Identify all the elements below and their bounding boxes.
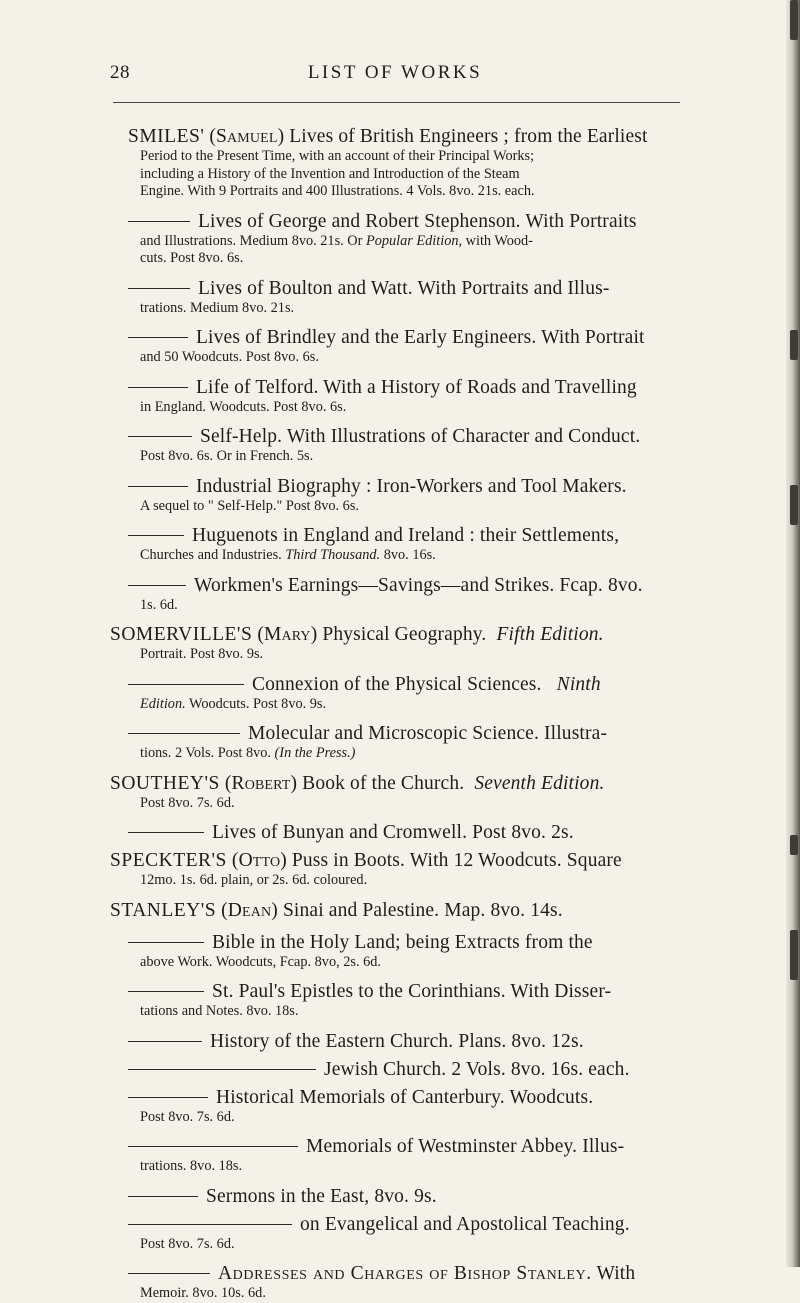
author-name: SPECKTER'S	[110, 850, 227, 871]
detail-line: Memoir. 8vo. 10s. 6d.	[140, 1285, 266, 1301]
author-forename: Mary	[263, 624, 311, 645]
entry-bishop-stanley-addresses	[128, 1263, 688, 1303]
detail-line: trations. Medium 8vo. 21s.	[140, 299, 295, 316]
detail-line: above Work. Woodcuts, Fcap. 8vo, 2s. 6d.	[140, 953, 381, 970]
entry-detail	[140, 646, 688, 664]
entry-detail	[140, 233, 688, 268]
entry-heading	[128, 723, 688, 745]
entry-stephenson	[128, 211, 688, 268]
entry-detail	[140, 399, 688, 417]
ditto-dash	[128, 1196, 198, 1197]
work-title: Physical Geography.	[322, 624, 487, 645]
entry-huguenots	[128, 525, 688, 565]
ditto-dash	[128, 1224, 292, 1225]
entry-heading	[128, 674, 688, 696]
detail-line: Engine. With 9 Portraits and 400 Illustrations. 4 Vols. 8vo. 21s. each.	[140, 183, 535, 199]
edge-mark	[790, 0, 798, 40]
running-title: LIST OF WORKS	[307, 62, 483, 83]
entry-detail	[140, 148, 688, 201]
author-name: SMILES'	[128, 126, 205, 147]
entry-detail	[140, 1003, 688, 1021]
entry-detail	[140, 696, 688, 714]
detail-line: trations. 8vo. 18s.	[140, 1158, 243, 1174]
entry-st-paul-epistles	[128, 981, 688, 1021]
entry-heading	[128, 575, 688, 597]
entry-westminster-abbey	[128, 1136, 688, 1176]
entry-eastern-church	[128, 1031, 688, 1053]
entry-detail	[140, 795, 688, 813]
ditto-dash	[128, 585, 186, 586]
page-edge-shadow	[786, 0, 800, 1267]
entry-speckter-puss	[110, 850, 688, 890]
ditto-dash	[128, 684, 244, 685]
work-title: Bible in the Holy Land; being Extracts from the	[212, 931, 593, 953]
detail-line: Post 8vo. 7s. 6d.	[140, 1108, 235, 1125]
work-title: Workmen's Earnings—Savings—and Strikes. Fcap. 8vo.	[194, 574, 643, 596]
work-title: Lives of George and Robert Stephenson. With Portraits	[198, 210, 637, 232]
work-title: Memorials of Westminster Abbey. Illus-	[306, 1136, 625, 1157]
work-title: Puss in Boots. With 12 Woodcuts. Square	[291, 850, 622, 871]
detail-italic: Third Thousand.	[285, 547, 381, 563]
work-title: Sinai and Palestine. Map. 8vo. 14s.	[282, 899, 563, 921]
detail-text: 8vo. 16s.	[383, 547, 436, 563]
entry-heading	[128, 278, 688, 300]
entry-bible-holy-land	[128, 932, 688, 972]
work-title-tail: With	[596, 1263, 636, 1284]
work-title-italic: Fifth Edition.	[496, 624, 604, 645]
ditto-dash	[128, 1069, 316, 1070]
ditto-dash	[128, 387, 188, 388]
entry-heading: SOUTHEY'S (Robert) Book of the Church. Seventh Edition.	[110, 772, 605, 794]
work-title: Lives of Bunyan and Cromwell. Post 8vo. 2s.	[212, 822, 574, 843]
entry-boulton-watt	[128, 278, 688, 318]
entry-heading	[128, 1214, 688, 1236]
entry-heading: SPECKTER'S (Otto) Puss in Boots. With 12 Woodcuts. Square	[110, 850, 622, 871]
work-title-italic: Ninth	[556, 673, 601, 695]
detail-italic: (In the Press.)	[274, 745, 356, 761]
work-title: Book of the Church.	[302, 772, 465, 794]
detail-text: with Wood-	[465, 232, 533, 249]
entry-detail	[140, 1158, 688, 1176]
entry-heading	[128, 981, 688, 1003]
work-title: Historical Memorials of Canterbury. Woodcuts.	[216, 1086, 594, 1108]
ditto-dash	[128, 1273, 210, 1274]
entry-self-help	[128, 426, 688, 466]
work-title: Jewish Church. 2 Vols. 8vo. 16s. each.	[324, 1058, 630, 1080]
entry-smiles-engineers	[128, 126, 688, 201]
detail-line	[140, 233, 688, 251]
ditto-dash	[128, 942, 204, 943]
author-forename: Robert	[231, 772, 291, 794]
page-header	[110, 62, 680, 92]
detail-italic: Popular Edition,	[365, 232, 463, 249]
page-number: 28	[110, 62, 130, 83]
detail-line: A sequel to " Self-Help." Post 8vo. 6s.	[140, 497, 359, 514]
entry-detail	[140, 448, 688, 466]
work-title: Sermons in the East, 8vo. 9s.	[206, 1185, 437, 1207]
work-title: on Evangelical and Apostolical Teaching.	[300, 1213, 630, 1235]
detail-line	[140, 547, 688, 565]
entry-heading: SOMERVILLE'S (Mary) Physical Geography. Fifth Edition.	[110, 624, 604, 645]
entry-telford	[128, 377, 688, 417]
entry-heading	[128, 525, 688, 547]
entry-heading	[128, 822, 688, 844]
author-name: SOMERVILLE'S	[110, 624, 253, 645]
entry-detail	[140, 954, 688, 972]
entry-heading	[128, 932, 688, 954]
entry-heading	[128, 377, 688, 399]
entry-stanley-sinai	[110, 900, 688, 922]
ditto-dash	[128, 733, 240, 734]
ditto-dash	[128, 1146, 298, 1147]
edge-mark	[790, 835, 798, 855]
detail-line: Portrait. Post 8vo. 9s.	[140, 646, 264, 662]
entry-canterbury	[128, 1087, 688, 1127]
detail-line: 12mo. 1s. 6d. plain, or 2s. 6d. coloured.	[140, 872, 368, 888]
ditto-dash	[128, 991, 204, 992]
entry-detail	[140, 597, 688, 615]
work-title: Life of Telford. With a History of Roads and Travelling	[196, 376, 637, 398]
entry-detail	[140, 349, 688, 367]
ditto-dash	[128, 436, 192, 437]
header-rule	[113, 102, 680, 103]
entry-jewish-church	[128, 1059, 688, 1081]
author-forename: Otto	[238, 850, 281, 871]
detail-line	[140, 696, 688, 714]
entry-heading	[128, 1136, 688, 1158]
work-title: Huguenots in England and Ireland : their Settlements,	[192, 525, 620, 546]
ditto-dash	[128, 832, 204, 833]
edge-mark	[790, 930, 798, 980]
entry-heading	[128, 1031, 688, 1053]
detail-line: cuts. Post 8vo. 6s.	[140, 250, 244, 266]
work-title: Molecular and Microscopic Science. Illustra-	[248, 723, 608, 744]
entry-industrial-biography	[128, 476, 688, 516]
entry-heading	[128, 1186, 688, 1208]
entry-detail	[140, 745, 688, 763]
work-title: Lives of British Engineers ; from the Earliest	[289, 126, 648, 147]
entry-molecular-science	[128, 723, 688, 763]
detail-line: 1s. 6d.	[140, 596, 178, 613]
work-title: Addresses and Charges of Bishop Stanley.	[218, 1263, 592, 1284]
detail-line	[140, 745, 688, 763]
works-listing	[110, 126, 688, 1303]
work-title: Industrial Biography : Iron-Workers and Tool Makers.	[196, 475, 627, 497]
detail-line: Post 8vo. 7s. 6d.	[140, 1235, 235, 1252]
ditto-dash	[128, 337, 188, 338]
entry-sermons-east	[128, 1186, 688, 1208]
entry-heading	[128, 1263, 688, 1285]
entry-detail	[140, 872, 688, 890]
detail-line: Post 8vo. 7s. 6d.	[140, 794, 235, 811]
entry-evangelical-teaching	[128, 1214, 688, 1254]
entry-heading	[128, 476, 688, 498]
work-title: Self-Help. With Illustrations of Character and Conduct.	[200, 426, 641, 447]
author-forename: Samuel	[216, 126, 278, 147]
detail-line: including a History of the Invention and Introduction of the Steam	[140, 165, 520, 182]
edge-mark	[790, 330, 798, 360]
entry-detail	[140, 547, 688, 565]
ditto-dash	[128, 1097, 208, 1098]
entry-bunyan-cromwell	[128, 822, 688, 844]
entry-workmens-earnings	[128, 575, 688, 615]
detail-line: tations and Notes. 8vo. 18s.	[140, 1003, 299, 1019]
work-title-italic: Seventh Edition.	[474, 772, 605, 794]
entry-detail	[140, 1285, 688, 1303]
entry-brindley	[128, 327, 688, 367]
entry-heading	[128, 426, 688, 448]
detail-line: in England. Woodcuts. Post 8vo. 6s.	[140, 398, 347, 415]
ditto-dash	[128, 486, 188, 487]
entry-heading: SMILES' (Samuel) Lives of British Engineers ; from the Earliest	[128, 126, 648, 147]
author-name: STANLEY'S	[110, 899, 217, 921]
detail-text: Churches and Industries.	[140, 547, 282, 563]
work-title: St. Paul's Epistles to the Corinthians. With Disser-	[212, 981, 612, 1002]
entry-detail	[140, 1236, 688, 1254]
entry-heading	[128, 211, 688, 233]
entry-heading	[128, 1059, 688, 1081]
entry-somerville-geography	[110, 624, 688, 664]
detail-line: and 50 Woodcuts. Post 8vo. 6s.	[140, 349, 319, 365]
detail-italic: Edition.	[140, 695, 186, 712]
work-title: Connexion of the Physical Sciences.	[252, 673, 542, 695]
detail-text: Woodcuts. Post 8vo. 9s.	[189, 695, 327, 712]
entry-connexion-sciences	[128, 674, 688, 714]
detail-text: tions. 2 Vols. Post 8vo.	[140, 745, 271, 761]
entry-southey-church	[110, 773, 688, 813]
entry-heading	[128, 1087, 688, 1109]
detail-line: Period to the Present Time, with an account of their Principal Works;	[140, 148, 535, 164]
entry-heading: STANLEY'S (Dean) Sinai and Palestine. Map. 8vo. 14s.	[110, 899, 563, 921]
author-name: SOUTHEY'S	[110, 772, 220, 794]
edge-mark	[790, 485, 798, 525]
ditto-dash	[128, 1041, 202, 1042]
entry-detail	[140, 300, 688, 318]
ditto-dash	[128, 288, 190, 289]
work-title: History of the Eastern Church. Plans. 8vo. 12s.	[210, 1030, 584, 1052]
entry-detail	[140, 498, 688, 516]
ditto-dash	[128, 535, 184, 536]
work-title: Lives of Brindley and the Early Engineers. With Portrait	[196, 327, 645, 348]
detail-text: and Illustrations. Medium 8vo. 21s. Or	[140, 232, 363, 249]
work-title: Lives of Boulton and Watt. With Portraits and Illus-	[198, 277, 610, 299]
ditto-dash	[128, 221, 190, 222]
entry-heading	[128, 327, 688, 349]
entry-detail	[140, 1109, 688, 1127]
author-forename: Dean	[227, 899, 272, 921]
detail-line: Post 8vo. 6s. Or in French. 5s.	[140, 448, 314, 464]
